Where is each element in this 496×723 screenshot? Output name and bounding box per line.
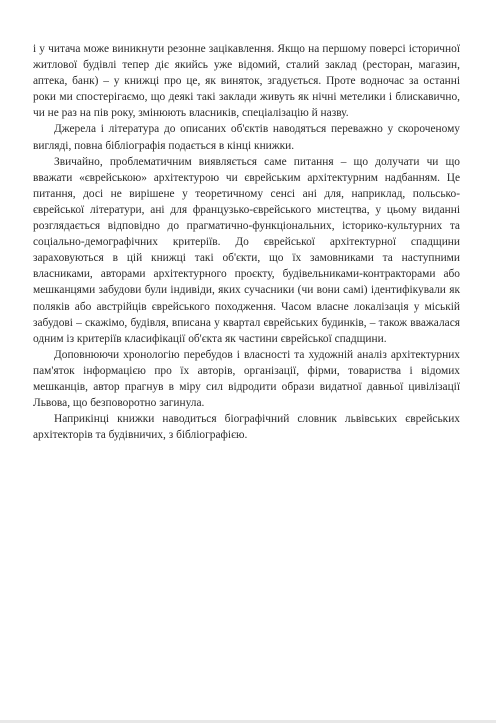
paragraph-jewish-architecture: Звичайно, проблематичним виявляється саме питання – що долучати чи що вважати «єврейською» архітектурою чи єврейським архітектурним надбанням. Це питання, досі не вирішене у теоретичному сенсі ані для, наприклад, польсько-єврейської літератури, ані для французько-єврейського мистецтва, у цьому виданні розглядається відповідно до прагматично-функціональних, історико-культурних та соціально-демографічних критеріїв. До єврейської архітектурної спадщини зараховуються в цій книжці такі об'єкти, що їх замовниками та наступними власниками, авторами архітектурного проєкту, будівельниками-контракторами або мешканцями забудови були індивіди, яких сучасники (чи вони самі) ідентифікували як поляків або австрійців єврейського походження. Часом власне локалізація у міській забудові – скажімо, будівля, вписана у квартал єврейських будинків, – також вважалася одним із критеріїв класифікації об'єкта як частини єврейської спадщини. xyxy=(33,155,460,345)
paragraph-biographical-dictionary: Наприкінці книжки наводиться біографічний словник львівських єврейських архітекторів та будівничих, з бібліографією. xyxy=(33,413,460,442)
paragraph-continuation: і у читача може виникнути резонне зацікавлення. Якщо на першому поверсі історичної житлової будівлі тепер діє якийсь уже відомий, сталий заклад (ресторан, магазин, аптека, банк) – у книжці про це, як виняток, згадується. Проте водночас за останні роки ми спостерігаємо, що деякі такі заклади живуть як нічні метелики і блискавично, чи не раз на пів року, змінюють власників, спеціалізацію й назву. xyxy=(33,43,460,120)
page-body-text xyxy=(33,41,460,443)
paragraph-chronology: Доповнюючи хронологію перебудов і власності та художній аналіз архітектурних пам'яток інформацією про їх авторів, організації, фірми, товариства і відомих мешканців, автор прагнув в міру сил відродити образи видатної давньої цивілізації Львова, що безповоротно загинула. xyxy=(33,348,460,410)
paragraph-sources: Джерела і література до описаних об'єктів наводяться переважно у скороченому вигляді, повна бібліографія подається в кінці книжки. xyxy=(33,123,460,152)
